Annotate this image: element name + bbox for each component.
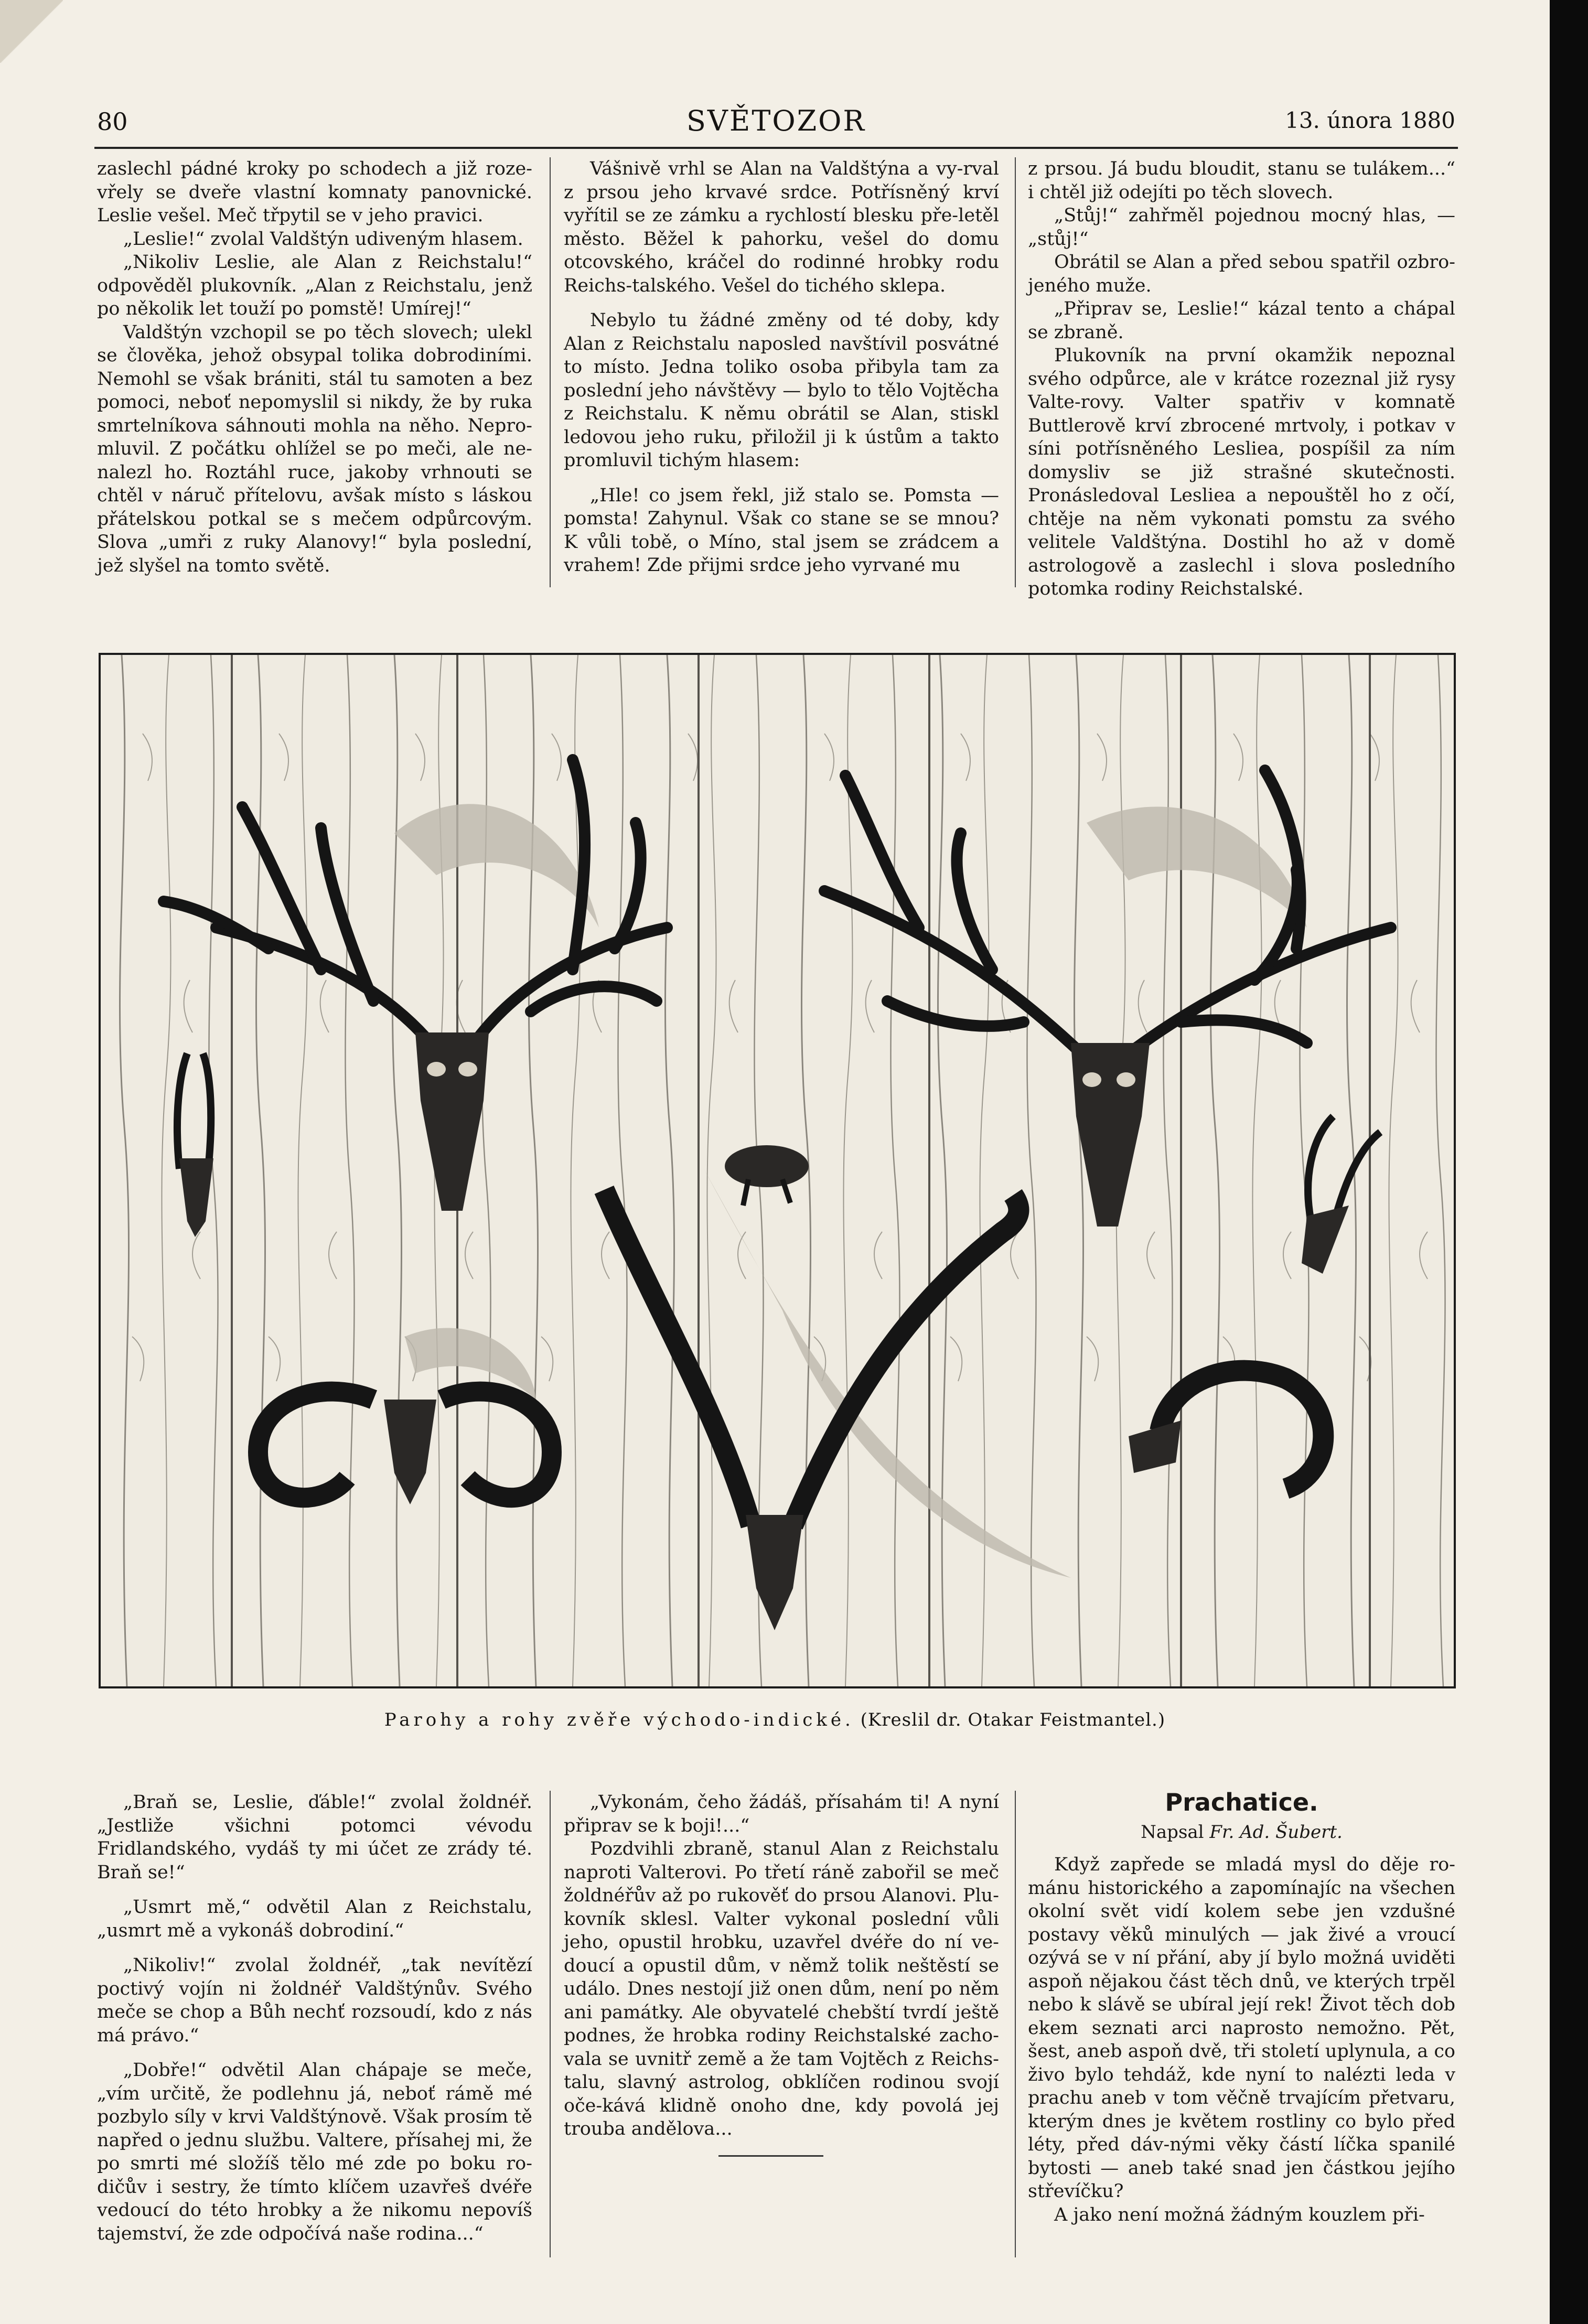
page-header [97,104,1455,144]
paragraph: Valdštýn vzchopil se po těch slovech; ulekl se člověka, jehož obsypal tolika dobrodiními. Nemohl se však brániti, stál tu samoten a bez pomoci, neboť nepomyslil si nikdy, že by ruka smrtelníkova sáhnouti mohla na něho. Nepro-mluvil. Z počátku ohlížel se po meči, ale ne-nalezl ho. Roztáhl ruce, jakoby vrhnouti se chtěl v náruč přítelovu, avšak místo s láskou přátelskou potkal se s mečem odpůrcovým. Slova „umři z ruky Alanovy!“ byla poslední, jež slyšel na tomto světě. [97,321,532,576]
paragraph: „Dobře!“ odvětil Alan chápaje se meče, „vím určitě, že podlehnu já, neboť rámě mé pozbylo síly v krvi Valdštýnově. Však prosím tě napřed o jednu službu. Valtere, přísahej mi, že po smrti mé složíš tělo mé zde po boku ro-dičův i sestry, že tímto klíčem uzavřeš dvéře vedoucí do této hrobky a že nikomu nepovíš tajemství, že zde odpočívá naše rodina...“ [97,2060,532,2244]
byline-prefix: Napsal [1141,1821,1204,1843]
antlers-and-horns-engraving [101,655,1454,1686]
paragraph: „Vykonám, čeho žádáš, přísahám ti! A nyní připrav se k boji!...“ [564,1792,999,1836]
article-byline [1028,1821,1455,1844]
engraving-illustration [99,653,1456,1688]
scan-edge [1550,0,1588,2324]
paragraph: z prsou. Já budu bloudit, stanu se tulákem...“ i chtěl již odejíti po těch slovech. [1028,158,1455,203]
bottom-column-middle [564,1791,999,2141]
paragraph: Když zapřede se mladá mysl do děje ro-mánu historického a zapomínajíc na všechen okolní svět vidí kolem sebe jen vzdušné postavy věků minulých — jak živé a vroucí ozývá se v ní přání, aby jí bylo možná uviděti aspoň nějakou část těch dnů, ve kterých trpěl nebo k slávě se ubíral její rek! Život těch dob ekem seznati arci naprosto nemožno. Pět, šest, aneb aspoň dvě, tři století uplynula, a co živo bylo tehdáž, kde nyní to nalézti leda v prachu aneb v tom věčně trvajícím přetvaru, kterým dnes je květem rostliny co bylo před léty, před dáv-nými věky částí líčka spanilé bytosti — aneb také snad jen částkou jejího střevíčku? [1028,1854,1455,2202]
article-heading: Prachatice. [1165,1788,1318,1816]
top-column-left [97,157,532,577]
paragraph: „Usmrt mě,“ odvětil Alan z Reichstalu, „usmrt mě a vykonáš dobrodiní.“ [97,1897,532,1941]
column-divider [550,157,551,587]
paragraph: Nebylo tu žádné změny od té doby, kdy Alan z Reichstalu naposled navštívil posvátné to místo. Jedna toliko osoba přibyla tam za poslední jeho návštěvy — bylo to tělo Vojtěcha z Reichstalu. K němu obrátil se Alan, stiskl ledovou jeho ruku, přiložil ji k ústům a takto promluvil tichým hlasem: [564,310,999,471]
paragraph: Vášnivě vrhl se Alan na Valdštýna a vy-rval z prsou jeho krvavé srdce. Potřísněný krví vyřítil se ze zámku a rychlostí blesku pře-letěl město. Běžel k pahorku, vešel do domu otcovského, kráčel do rodinné hrobky rodu Reichs-talského. Vešel do tichého sklepa. [564,158,999,296]
column-divider [1015,157,1016,587]
caption-credit: (Kreslil dr. Otakar Feistmantel.) [860,1709,1166,1730]
bottom-column-left [97,1791,532,2245]
paragraph: „Leslie!“ zvolal Valdštýn udiveným hlasem. [123,228,523,250]
top-column-middle [564,157,999,577]
section-end-rule [718,2155,823,2157]
caption-title: Parohy a rohy zvěře východo-indické. [384,1709,854,1730]
top-column-right [1028,157,1455,601]
issue-date: 13. února 1880 [1285,107,1455,133]
paragraph: „Braň se, Leslie, ďáble!“ zvolal žoldnéř. „Jestliže všichni potomci vévodu Fridlandského, vydáš ty mi účet ze zrády té. Braň se!“ [97,1792,532,1883]
figure-caption [0,1709,1550,1730]
folded-corner [0,0,63,63]
header-rule [94,147,1458,149]
byline-author: Fr. Ad. Šubert. [1209,1821,1343,1843]
page-number: 80 [97,107,128,136]
paragraph: „Nikoliv Leslie, ale Alan z Reichstalu!“ odpověděl plukovník. „Alan z Reichstalu, jenž po několik let touží po pomstě! Umírej!“ [97,252,532,319]
column-divider [550,1791,551,2257]
column-divider [1015,1791,1016,2257]
paragraph: „Stůj!“ zahřměl pojednou mocný hlas, — „stůj!“ [1028,205,1455,250]
paragraph: „Připrav se, Leslie!“ kázal tento a chápal se zbraně. [1028,298,1455,343]
masthead-title: SVĚTOZOR [686,104,866,137]
paragraph: Plukovník na první okamžik nepoznal svého odpůrce, ale v krátce rozeznal již rysy Valte-rovy. Valter spatřiv v komnatě Buttlerově krví zbrocené mrtvoly, i potkav v síni potřísněného Leslieа, pospíšil za ním domysliv se již strašné skutečnosti. Pronásledoval Lesliea a nepouštěl ho z očí, chtěje na něm vykonati pomstu za svého velitele Valdštýna. Dostihl ho až v domě astrologově a zaslechl i slova posledního potomka rodiny Reichstalské. [1028,345,1455,599]
paragraph: „Hle! co jsem řekl, již stalo se. Pomsta — pomsta! Zahynul. Však co stane se se mnou? K vůli tobě, o Míno, stal jsem se zrádcem a vrahem! Zde přijmi srdce jeho vyrvané mu [564,485,999,576]
bottom-column-right [1028,1788,1455,2226]
paragraph: A jako není možná žádným kouzlem při- [1054,2204,1425,2225]
paragraph: Obrátil se Alan a před sebou spatřil ozbro-jeného muže. [1028,252,1455,296]
paragraph: Pozdvihli zbraně, stanul Alan z Reichstalu naproti Valterovi. Po třetí ráně zabořil se meč žoldnéřův až po rukověť do prsou Alanovi. Plu-kovník sklesl. Valter vykonal poslední vůli jeho, opustil hrobku, uzavřel dvéře do ní ve-doucí a opustil dům, v němž tolik neštěstí se událo. Dnes nestojí již onen dům, není po něm ani památky. Ale obyvatelé chebští tvrdí ještě podnes, že hrobka rodiny Reichstalské zacho-vala se uvnitř země a že tam Vojtěch z Reichs-talu, slavný astrolog, obklíčen rodinou svojí oče-kává klidně onoho dne, kdy povolá jej trouba andělova... [564,1838,999,2139]
paragraph: zaslechl pádné kroky po schodech a již roze-vřely se dveře vlastní komnaty panovnické. Leslie vešel. Meč třpytil se v jeho pravici. [97,158,532,226]
paragraph: „Nikoliv!“ zvolal žoldnéř, „tak nevítězí poctivý vojín ni žoldnéř Valdštýnův. Svého meče se chop a Bůh nechť rozsoudí, kdo z nás má právo.“ [97,1955,532,2046]
